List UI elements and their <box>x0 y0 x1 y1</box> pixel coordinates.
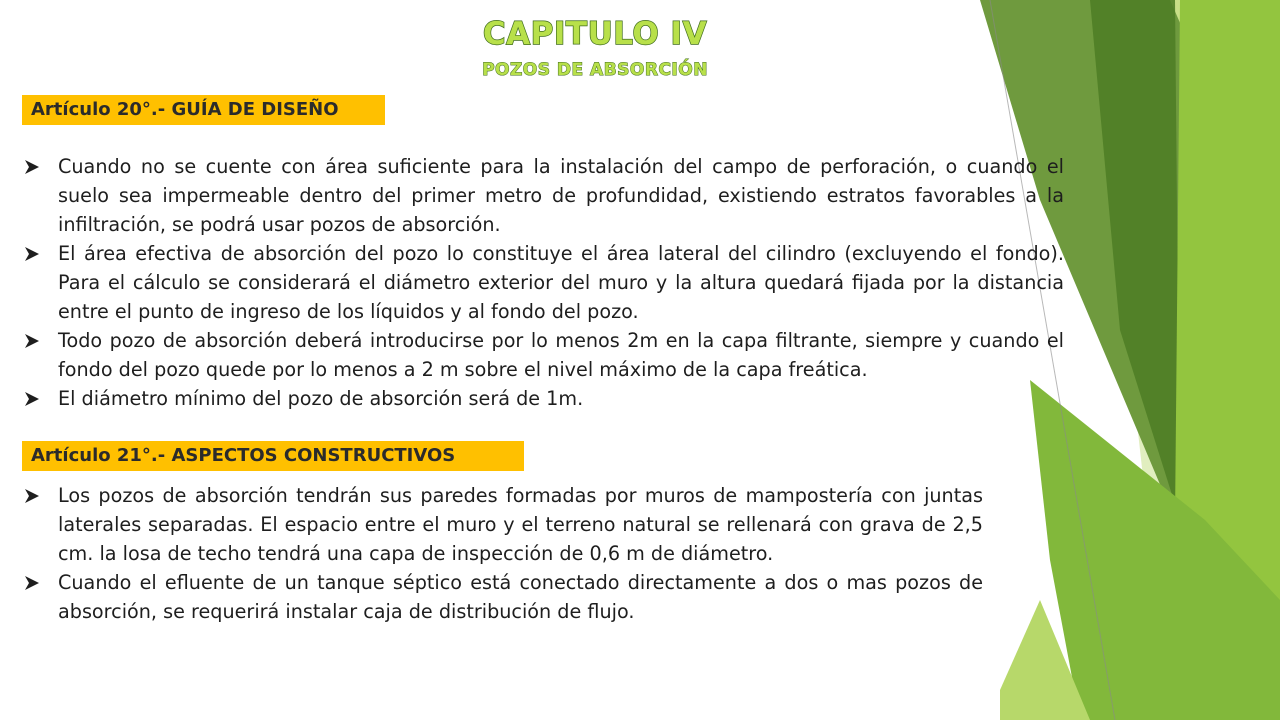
bullet-item <box>23 568 983 626</box>
bullet-item <box>23 384 1064 413</box>
section-1-bullet-list <box>23 152 1064 413</box>
bullet-item <box>23 239 1064 326</box>
bullet-item <box>23 152 1064 239</box>
chapter-subtitle: POZOS DE ABSORCIÓN <box>482 60 708 80</box>
chapter-title: CAPITULO IV <box>482 16 708 52</box>
arrow-bullet-icon <box>23 384 43 413</box>
section-2-bullet-list <box>23 481 983 626</box>
bullet-text: El diámetro mínimo del pozo de absorción será de 1m. <box>58 387 584 410</box>
arrow-bullet-icon <box>23 326 43 355</box>
arrow-bullet-icon <box>23 568 43 597</box>
arrow-bullet-icon <box>23 481 43 510</box>
bullet-text: Los pozos de absorción tendrán sus paredes formadas por muros de mampostería con juntas laterales separadas. El espacio entre el muro y el terreno natural se rellenará con grava de 2,5 cm. la losa de techo tendrá una capa de inspección de 0,6 m de diámetro. <box>58 484 983 565</box>
bullet-text: Cuando el efluente de un tanque séptico está conectado directamente a dos o mas pozos de absorción, se requerirá instalar caja de distribución de flujo. <box>58 571 983 623</box>
section-heading-guia-de-diseno: Artículo 20°.- GUÍA DE DISEÑO <box>22 95 385 125</box>
bullet-text: El área efectiva de absorción del pozo lo constituye el área lateral del cilindro (excluyendo el fondo). Para el cálculo se considerará el diámetro exterior del muro y la altura quedará fijada por la distancia entre el punto de ingreso de los líquidos y al fondo del pozo. <box>58 242 1064 323</box>
bullet-text: Cuando no se cuente con área suficiente para la instalación del campo de perforación, o cuando el suelo sea impermeable dentro del primer metro de profundidad, existiendo estratos favorables a la infiltración, se podrá usar pozos de absorción. <box>58 155 1064 236</box>
arrow-bullet-icon <box>23 152 43 181</box>
bullet-item <box>23 481 983 568</box>
bullet-item <box>23 326 1064 384</box>
arrow-bullet-icon <box>23 239 43 268</box>
bullet-text: Todo pozo de absorción deberá introducirse por lo menos 2m en la capa filtrante, siempre y cuando el fondo del pozo quede por lo menos a 2 m sobre el nivel máximo de la capa freática. <box>58 329 1064 381</box>
section-heading-aspectos-constructivos: Artículo 21°.- ASPECTOS CONSTRUCTIVOS <box>22 441 524 471</box>
